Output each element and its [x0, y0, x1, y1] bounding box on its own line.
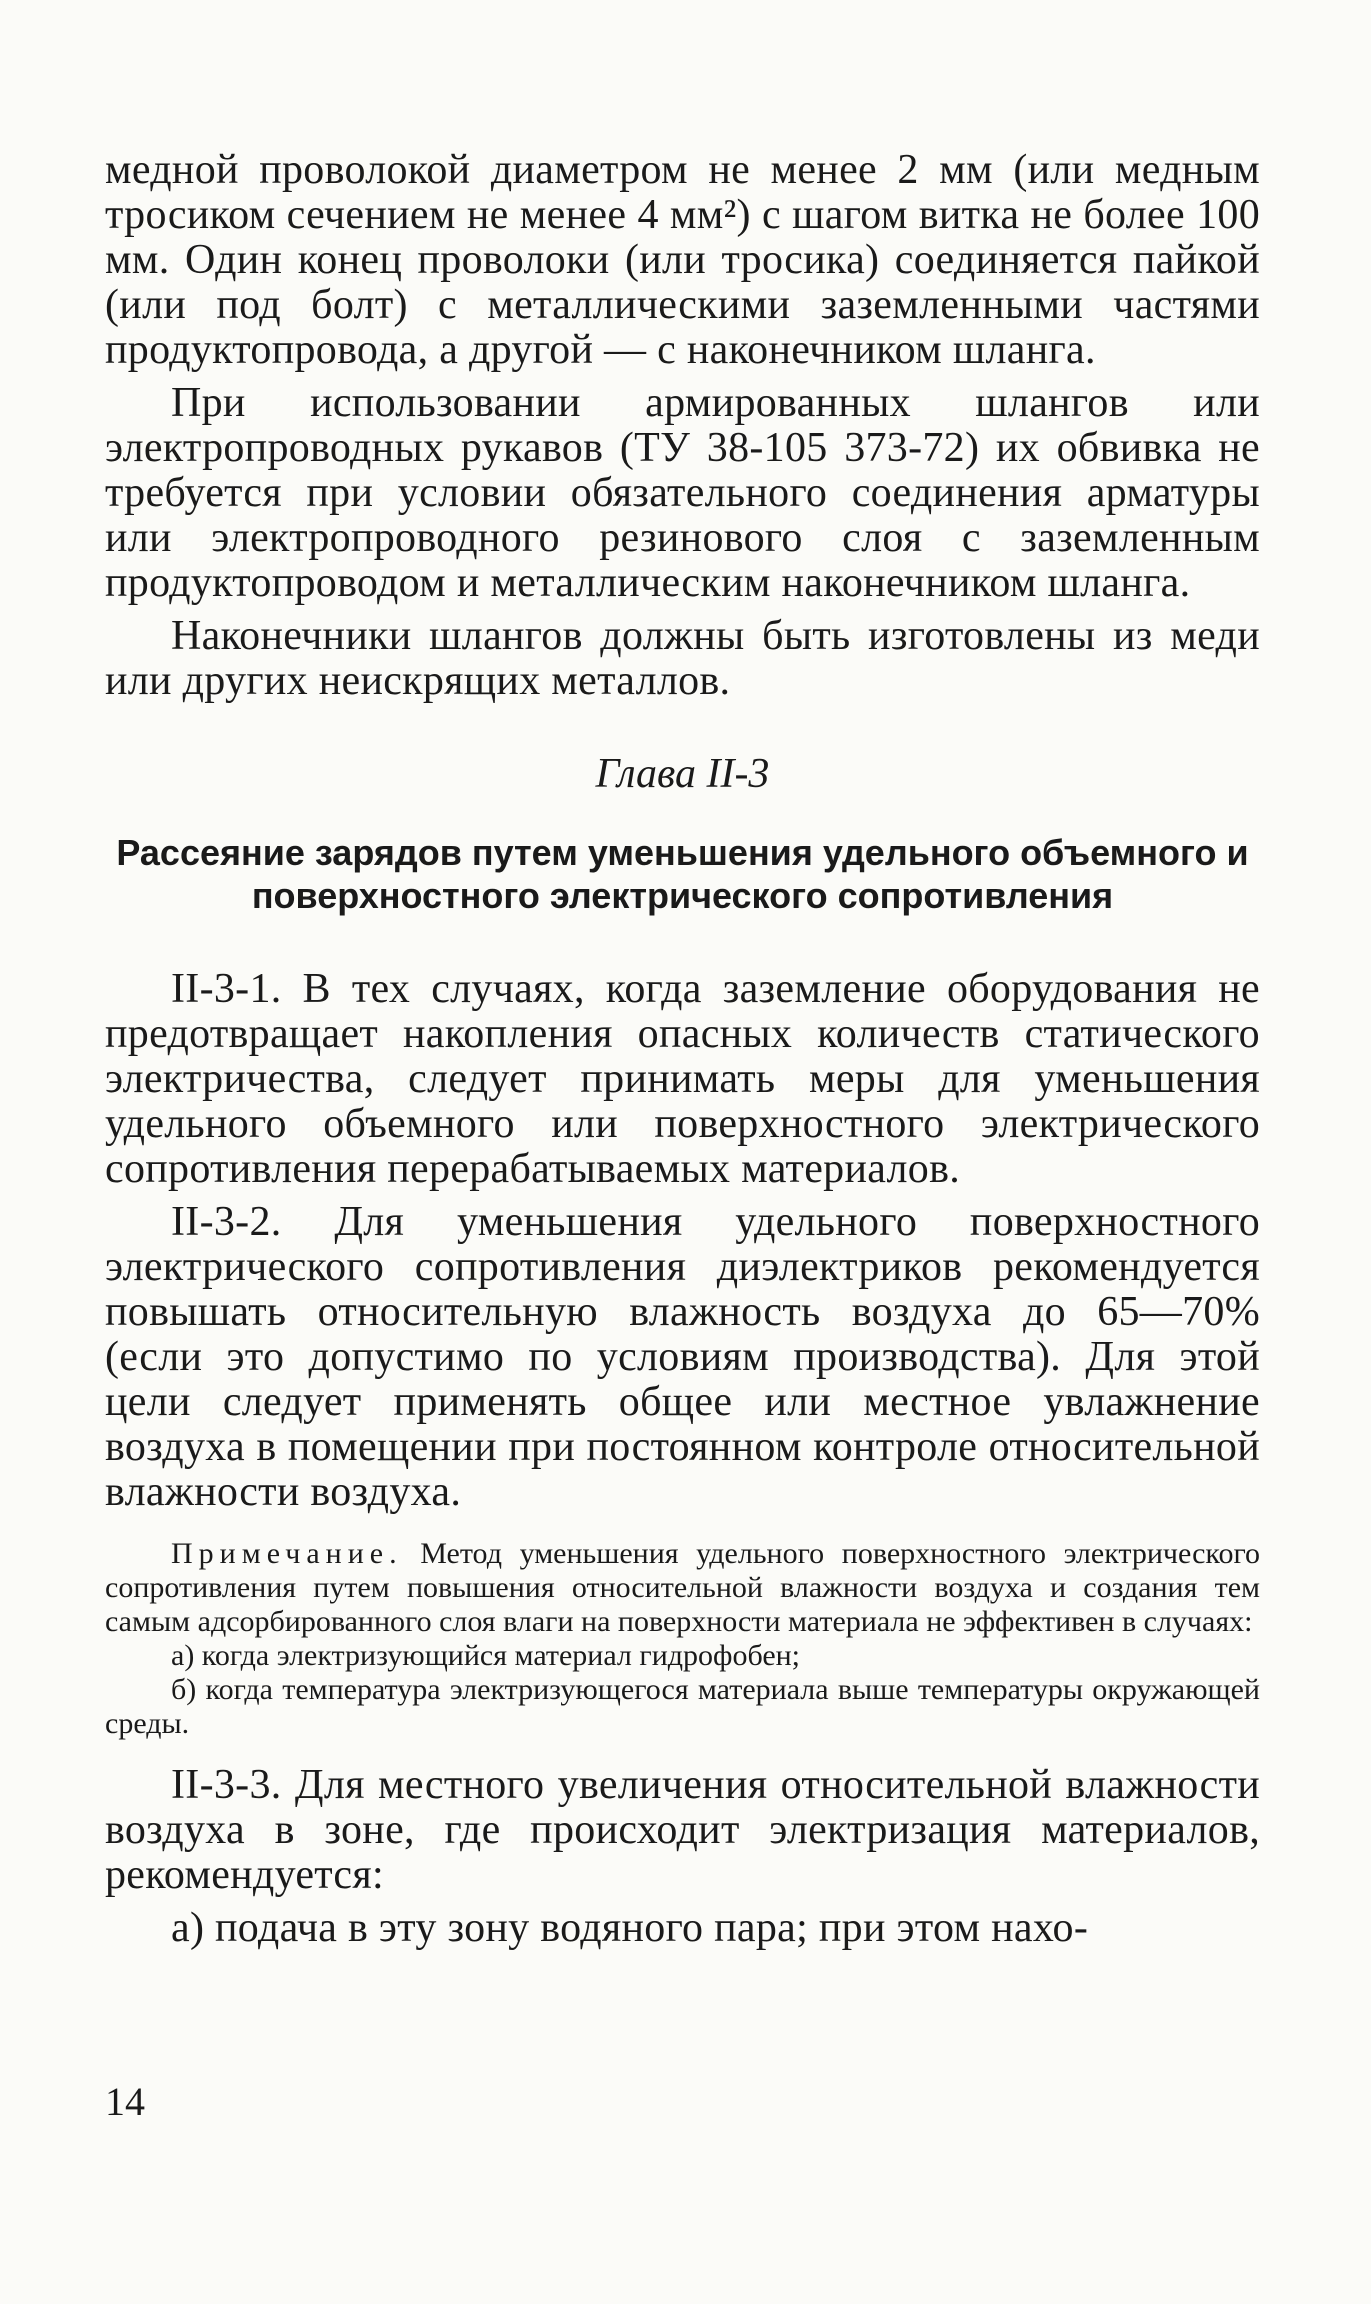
paragraph: При использовании армированных шлангов или электропроводных рукавов (ТУ 38-105 373-72) их обвивка не требуется при условии обязательного соединения арматуры или электропроводного резинового слоя с заземленным продуктопроводом и металлическим наконечником шланга.	[105, 380, 1260, 606]
note-item: б) когда температура электризующегося материала выше температуры окружающей среды.	[105, 1673, 1260, 1740]
section-paragraph: II-3-2. Для уменьшения удельного поверхностного электрического сопротивления диэлектриков рекомендуется повышать относительную влажность воздуха до 65—70% (если это допустимо по условиям производства). Для этой цели следует применять общее или местное увлажнение воздуха в помещении при постоянном контроле относительной влажности воздуха.	[105, 1199, 1260, 1515]
section-paragraph: II-3-3. Для местного увеличения относительной влажности воздуха в зоне, где происходит электризация материалов, рекомендуется:	[105, 1762, 1260, 1898]
note-item: а) когда электризующийся материал гидрофобен;	[171, 1639, 801, 1672]
note-head: Примечание.	[171, 1537, 403, 1570]
chapter-title: Рассеяние зарядов путем уменьшения удельного объемного и поверхностного электрического сопротивления	[116, 832, 1249, 916]
document-page	[105, 148, 1260, 1951]
paragraph: медной проволокой диаметром не менее 2 мм (или медным тросиком сечением не менее 4 мм²) с шагом витка не более 100 мм. Один конец проволоки (или тросика) соединяется пайкой (или под болт) с металлическими заземленными частями продуктопровода, а другой — с наконечником шланга.	[105, 147, 1260, 373]
section-paragraph: а) подача в эту зону водяного пара; при этом нахо-	[171, 1905, 1089, 1951]
note-paragraph	[105, 1537, 1260, 1639]
paragraph: Наконечники шлангов должны быть изготовлены из меди или других неискрящих металлов.	[105, 613, 1260, 704]
page-number: 14	[105, 2079, 145, 2124]
note-text: Метод уменьшения удельного поверхностного электрического сопротивления путем повышения относительной влажности воздуха и создания тем самым адсорбированного слоя влаги на поверхности материала не эффективен в случаях:	[105, 1537, 1261, 1638]
chapter-heading: Глава II-3	[595, 751, 770, 797]
section-paragraph: II-3-1. В тех случаях, когда заземление оборудования не предотвращает накопления опасных количеств статического электричества, следует принимать меры для уменьшения удельного объемного или поверхностного электрического сопротивления перерабатываемых материалов.	[105, 966, 1260, 1192]
